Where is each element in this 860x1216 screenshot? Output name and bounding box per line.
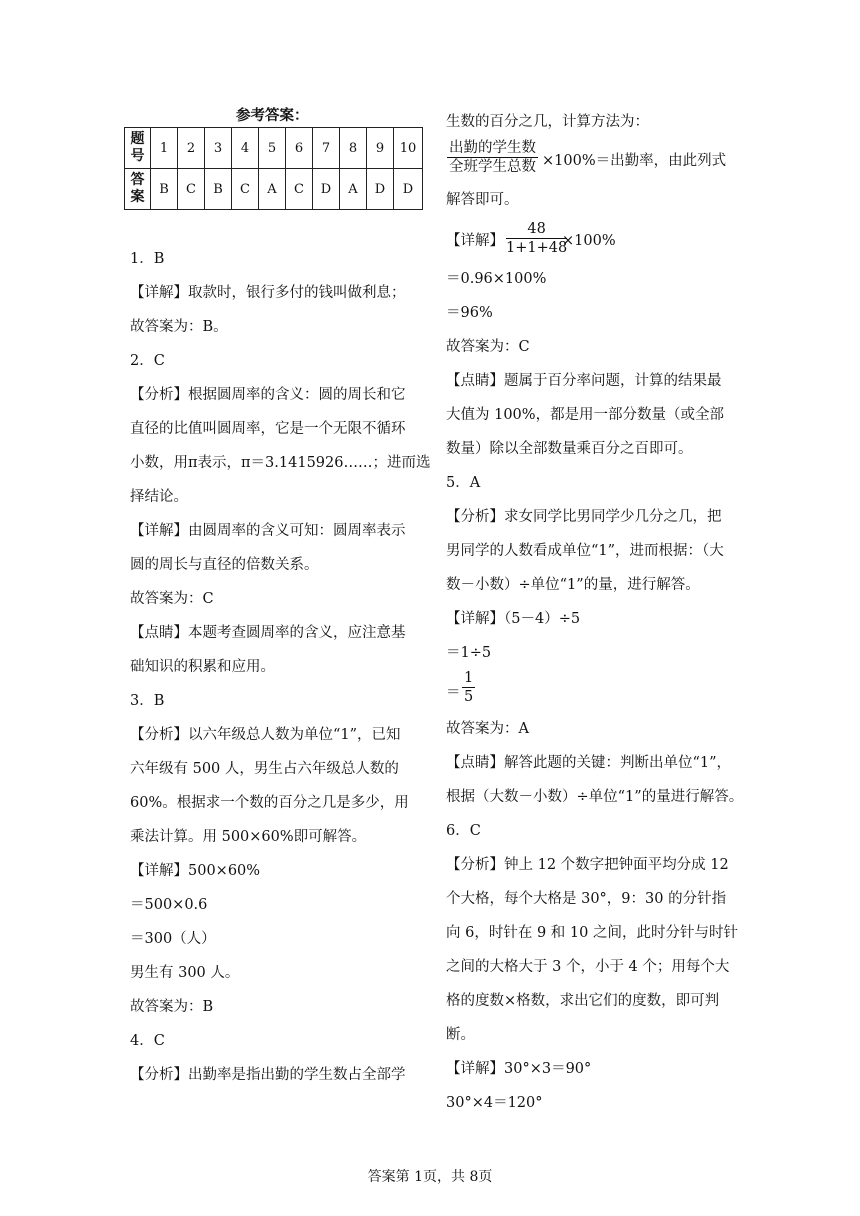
table-cell: 1	[151, 128, 178, 169]
answer-line: 圆的周长与直径的倍数关系。	[130, 557, 319, 573]
answer-line: 之间的大格大于 3 个，小于 4 个；用每个大	[446, 959, 730, 975]
answer-line: 3．B	[130, 693, 165, 709]
table-cell: 5	[259, 128, 286, 169]
fraction-48	[506, 220, 567, 257]
answer-line: ＝300（人）	[130, 931, 216, 947]
answer-line: 【点睛】本题考查圆周率的含义，应注意基	[130, 625, 406, 641]
answer-line: 男生有 300 人。	[130, 965, 240, 981]
answer-line: 2．C	[130, 353, 165, 369]
table-cell: C	[232, 169, 259, 210]
fraction-denominator: 全班学生总数	[449, 159, 536, 175]
answer-line: 直径的比值叫圆周率，它是一个无限不循环	[130, 421, 406, 437]
answer-line: 1．B	[130, 251, 165, 267]
answer-line: 【分析】出勤率是指出勤的学生数占全部学	[130, 1067, 406, 1083]
table-cell: 2	[178, 128, 205, 169]
table-cell: 10	[394, 128, 423, 169]
answer-line: 础知识的积累和应用。	[130, 659, 275, 675]
table-cell: 9	[367, 128, 394, 169]
table-cell: 6	[286, 128, 313, 169]
answer-line: 小数，用π表示，π＝3.1415926……；进而选	[130, 455, 431, 471]
answer-line: 60%。根据求一个数的百分之几是多少，用	[130, 795, 409, 811]
answer-line: 故答案为：C	[130, 591, 214, 607]
table-header-number: 题 号	[125, 128, 151, 169]
answer-line: ＝96%	[446, 305, 493, 321]
fraction-numerator: 1	[464, 670, 474, 686]
answer-line: 数－小数）÷单位“1”的量，进行解答。	[446, 577, 700, 593]
answer-line: 5．A	[446, 475, 481, 491]
table-cell: D	[367, 169, 394, 210]
answer-line: 格的度数×格数，求出它们的度数，即可判	[446, 993, 720, 1009]
answer-line: 解答即可。	[446, 192, 519, 208]
answer-line: 大值为 100%，都是用一部分数量（或全部	[446, 407, 725, 423]
fraction-attendance	[447, 139, 538, 176]
answer-line: 故答案为：A	[446, 721, 529, 737]
fraction-numerator: 出勤的学生数	[449, 140, 536, 156]
answer-line: 【点睛】题属于百分率问题，计算的结果最	[446, 373, 722, 389]
page-footer: 答案第 1页，共 8页	[367, 1169, 493, 1185]
answer-line: 向 6，时针在 9 和 10 之间，此时分针与时针	[446, 925, 738, 941]
table-cell: 3	[205, 128, 232, 169]
table-cell: A	[340, 169, 367, 210]
answer-key-title: 参考答案：	[236, 107, 309, 124]
answer-table	[124, 127, 423, 210]
answer-line: ＝0.96×100%	[446, 271, 547, 287]
table-row-numbers	[125, 128, 423, 169]
table-cell: B	[151, 169, 178, 210]
fraction-denominator: 5	[464, 689, 474, 705]
answer-line: 故答案为：C	[446, 339, 530, 355]
answer-line: 【分析】求女同学比男同学少几分之几，把	[446, 509, 722, 525]
answer-line: 【分析】根据圆周率的含义：圆的周长和它	[130, 387, 406, 403]
answer-line: ×100%	[562, 233, 616, 249]
answer-line: ＝1÷5	[446, 645, 492, 661]
table-cell: B	[205, 169, 232, 210]
answer-line: 男同学的人数看成单位“1”，进而根据：（大	[446, 543, 724, 559]
table-cell: C	[178, 169, 205, 210]
table-cell: C	[286, 169, 313, 210]
answer-line: 故答案为：B。	[130, 319, 228, 335]
answer-line: 【点睛】解答此题的关键：判断出单位“1”，	[446, 755, 732, 771]
fraction-numerator: 48	[506, 220, 567, 239]
answer-line: 个大格，每个大格是 30°，9：30 的分针指	[446, 891, 727, 907]
answer-line: 断。	[446, 1027, 475, 1043]
answer-line: 根据（大数－小数）÷单位“1”的量进行解答。	[446, 789, 744, 805]
answer-line: ＝	[446, 685, 461, 701]
fraction-one-fifth	[462, 669, 475, 706]
answer-line: 【详解】由圆周率的含义可知：圆周率表示	[130, 523, 406, 539]
table-header-answer: 答 案	[125, 169, 151, 210]
fraction-denominator: 1+1+48	[506, 240, 568, 256]
answer-line: 数量）除以全部数量乘百分之百即可。	[446, 441, 693, 457]
answer-line: 生数的百分之几，计算方法为：	[446, 114, 649, 130]
answer-line: 【详解】取款时，银行多付的钱叫做利息；	[130, 285, 406, 301]
answer-line: 4．C	[130, 1033, 165, 1049]
answer-line: 故答案为：B	[130, 999, 214, 1015]
answer-line: ×100%＝出勤率，由此列式	[542, 153, 727, 169]
answer-line: 择结论。	[130, 489, 188, 505]
answer-line: 乘法计算。用 500×60%即可解答。	[130, 829, 367, 845]
answer-line: 6．C	[446, 823, 481, 839]
table-cell: D	[394, 169, 423, 210]
table-cell: 8	[340, 128, 367, 169]
answer-line: 【详解】（5－4）÷5	[446, 611, 581, 627]
answer-line: ＝500×0.6	[130, 897, 208, 913]
answer-line: 【分析】钟上 12 个数字把钟面平均分成 12	[446, 857, 729, 873]
table-cell: A	[259, 169, 286, 210]
table-cell: 7	[313, 128, 340, 169]
table-row-answers	[125, 169, 423, 210]
answer-line: 【详解】	[446, 233, 504, 249]
answer-line: 六年级有 500 人，男生占六年级总人数的	[130, 761, 399, 777]
answer-line: 30°×4＝120°	[446, 1095, 543, 1111]
answer-line: 【详解】500×60%	[130, 863, 261, 879]
answer-line: 【详解】30°×3＝90°	[446, 1061, 592, 1077]
table-cell: 4	[232, 128, 259, 169]
answer-line: 【分析】以六年级总人数为单位“1”，已知	[130, 727, 401, 743]
table-cell: D	[313, 169, 340, 210]
